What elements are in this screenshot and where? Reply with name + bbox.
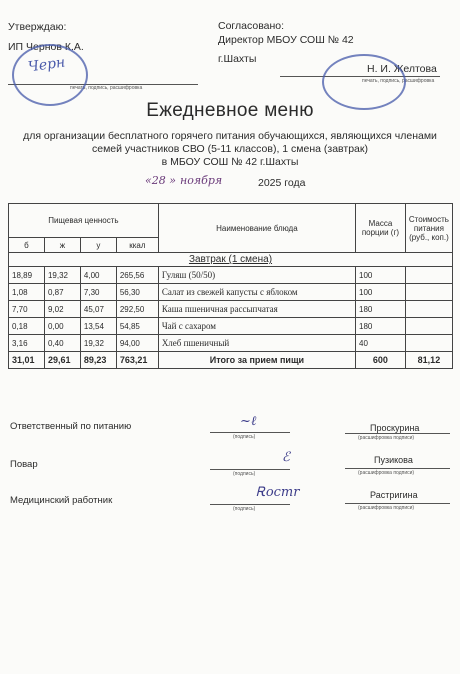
name-line-3 [345,503,450,504]
signature-3: Ꭱocmr [256,485,300,500]
header-u: у [80,238,116,253]
table-row [9,335,453,352]
cell-zh: 0,00 [44,318,80,335]
menu-table [8,203,453,369]
cell-dish: Хлеб пшеничный [158,335,355,352]
cell-kcal: 94,00 [116,335,158,352]
agreed-city: г.Шахты [218,53,257,65]
cell-zh: 0,87 [44,284,80,301]
signer-name-3: Растригина [370,490,418,500]
subtitle-line-3: в МБОУ СОШ № 42 г.Шахты [161,156,299,168]
cell-zh: 0,40 [44,335,80,352]
table-row [9,301,453,318]
total-b: 31,01 [9,352,45,369]
cell-mass: 180 [356,301,406,318]
sign-caption-3: (подпись) [233,506,256,512]
approval-caption: печать, подпись, расшифровка [70,85,143,91]
signer-name-2: Пузикова [374,455,413,465]
sign-line-2 [210,469,290,470]
header-dish: Наименование блюда [158,204,355,253]
cell-mass: 100 [356,284,406,301]
total-cost: 81,12 [405,352,452,369]
total-row [9,352,453,369]
cell-u: 45,07 [80,301,116,318]
date-month: ноября [180,174,223,187]
signer-name-1: Проскурина [370,423,420,433]
header-b: б [9,238,45,253]
cell-u: 13,54 [80,318,116,335]
agreed-position: Директор МБОУ СОШ № 42 [218,34,354,46]
cell-u: 4,00 [80,267,116,284]
cell-cost [405,284,452,301]
cell-b: 1,08 [9,284,45,301]
header-zh: ж [44,238,80,253]
signer-role-3: Медицинский работник [10,495,113,506]
cell-b: 0,18 [9,318,45,335]
subtitle-line-2: семей участников СВО (5-11 классов), 1 смена (завтрак) [92,143,368,155]
header-kcal: ккал [116,238,158,253]
header-cost: Стоимость питания (руб., коп.) [405,204,452,253]
header-nutrition: Пищевая ценность [9,204,159,238]
sign-line-3 [210,504,290,505]
cell-dish: Гуляш (50/50) [158,267,355,284]
approval-stamp [12,44,88,106]
cell-dish: Чай с сахаром [158,318,355,335]
signature-2: ℰ [282,450,290,465]
total-label: Итого за прием пищи [158,352,355,369]
total-u: 89,23 [80,352,116,369]
cell-mass: 180 [356,318,406,335]
cell-dish: Каша пшеничная рассыпчатая [158,301,355,318]
sign-caption-2: (подпись) [233,471,256,477]
name-caption-2: (расшифровка подписи) [358,470,415,476]
page-title: Ежедневное меню [146,100,314,121]
cell-b: 7,70 [9,301,45,318]
approval-name: ИП Чернов К.А. [8,41,84,53]
name-caption-1: (расшифровка подписи) [358,435,415,441]
cell-mass: 100 [356,267,406,284]
section-title: Завтрак (1 смена) [9,253,453,267]
cell-kcal: 54,85 [116,318,158,335]
approval-title: Утверждаю: [8,21,67,33]
cell-u: 7,30 [80,284,116,301]
subtitle [10,130,450,169]
table-row [9,284,453,301]
cell-zh: 9,02 [44,301,80,318]
subtitle-line-1: для организации бесплатного горячего питания обучающихся, являющихся членами [23,130,437,142]
cell-cost [405,335,452,352]
signer-role-2: Повар [10,459,38,470]
approval-signature: Черн [27,54,67,76]
cell-b: 18,89 [9,267,45,284]
total-zh: 29,61 [44,352,80,369]
sign-caption-1: (подпись) [233,434,256,440]
cell-cost [405,267,452,284]
total-mass: 600 [356,352,406,369]
cell-kcal: 265,56 [116,267,158,284]
cell-cost [405,301,452,318]
cell-u: 19,32 [80,335,116,352]
signature-1: ~ℓ [240,414,257,429]
name-line-2 [345,468,450,469]
cell-cost [405,318,452,335]
table-row [9,318,453,335]
cell-kcal: 292,50 [116,301,158,318]
agreed-title: Согласовано: [218,20,285,32]
cell-b: 3,16 [9,335,45,352]
agreed-name: Н. И. Желтова [367,63,437,75]
name-caption-3: (расшифровка подписи) [358,505,415,511]
table-row [9,267,453,284]
cell-kcal: 56,30 [116,284,158,301]
cell-dish: Салат из свежей капусты с яблоком [158,284,355,301]
date-year: 2025 года [258,177,306,189]
name-line-1 [345,433,450,434]
date-day: «28 » [145,174,176,187]
cell-mass: 40 [356,335,406,352]
total-kcal: 763,21 [116,352,158,369]
cell-zh: 19,32 [44,267,80,284]
header-mass: Масса порции (г) [356,204,406,253]
signer-role-1: Ответственный по питанию [10,421,132,432]
sign-line-1 [210,432,290,433]
agreed-caption: печать, подпись, расшифровка [362,78,435,84]
